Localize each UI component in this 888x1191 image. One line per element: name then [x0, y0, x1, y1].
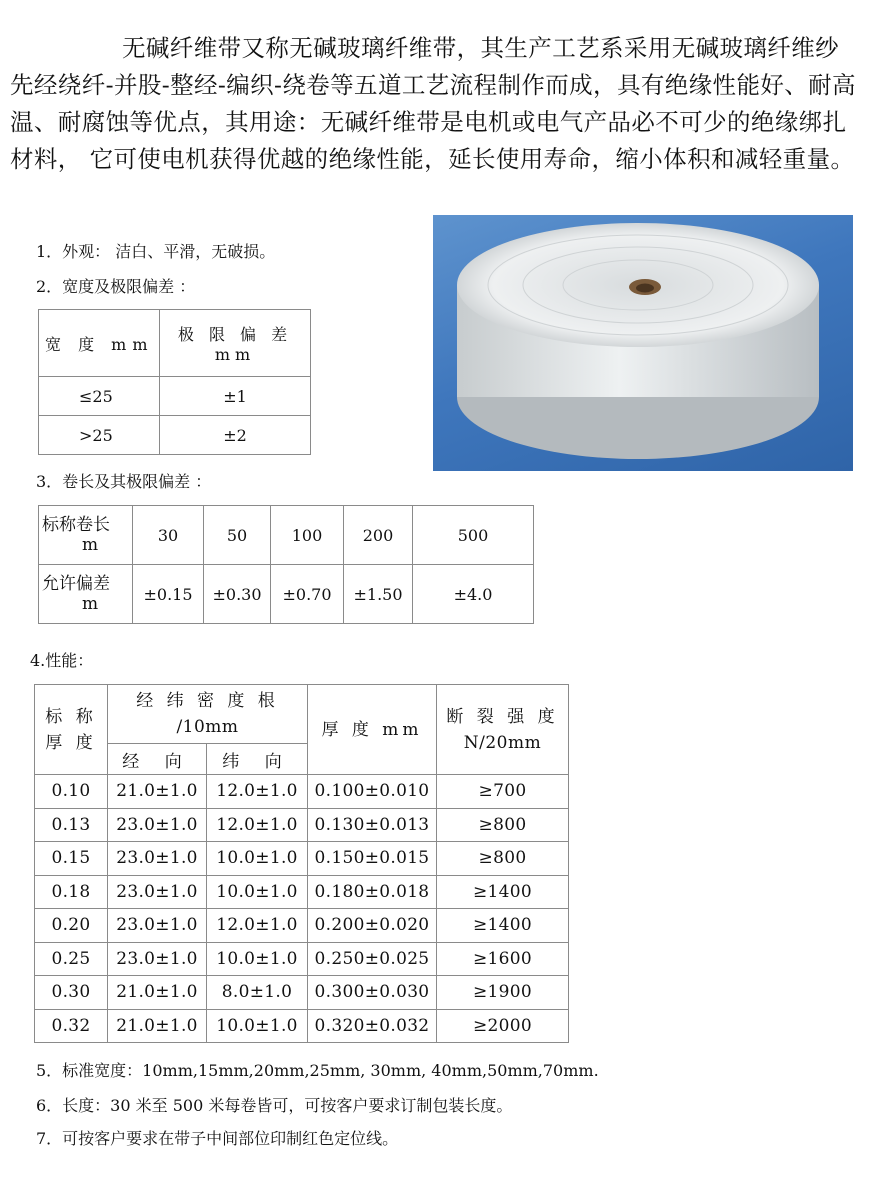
warp-density-cell: 23.0±1.0	[108, 842, 207, 876]
performance-row	[35, 942, 569, 976]
breaking-strength-cell: ≥700	[437, 775, 569, 809]
nominal-thickness-cell: 0.30	[35, 976, 108, 1010]
deviation-cell: ±0.15	[133, 565, 204, 624]
performance-table	[34, 684, 569, 1043]
warp-density-cell: 23.0±1.0	[108, 942, 207, 976]
nominal-thickness-cell: 0.10	[35, 775, 108, 809]
width-tolerance-title: 2．宽度及极限偏差 ：	[36, 277, 196, 296]
tape-roll-photo	[433, 215, 853, 471]
width-header: 宽 度 mm	[39, 310, 160, 377]
performance-row	[35, 808, 569, 842]
thickness-cell: 0.130±0.013	[308, 808, 437, 842]
performance-row	[35, 842, 569, 876]
performance-title: 4.性能：	[30, 651, 94, 670]
width-cell: >25	[39, 416, 160, 455]
weft-density-cell: 10.0±1.0	[207, 875, 308, 909]
roll-length-title: 3．卷长及其极限偏差 ：	[36, 472, 212, 491]
roll-length-table	[38, 505, 534, 624]
thickness-cell: 0.150±0.015	[308, 842, 437, 876]
appearance-line: 1．外观： 洁白、平滑，无破损。	[36, 242, 276, 261]
nominal-thickness-cell: 0.32	[35, 1009, 108, 1043]
allowed-deviation-label	[39, 565, 133, 624]
tolerance-cell: ±1	[160, 377, 311, 416]
length-cell: 100	[271, 506, 344, 565]
performance-row	[35, 875, 569, 909]
density-header-top: 经 纬 密 度 根	[136, 691, 279, 711]
warp-density-cell: 21.0±1.0	[108, 775, 207, 809]
nominal-thickness-header-top: 标 称	[45, 706, 97, 727]
nominal-thickness-header	[35, 685, 108, 775]
density-header-unit: /10mm	[176, 717, 239, 737]
performance-row	[35, 909, 569, 943]
nominal-length-label	[39, 506, 133, 565]
tolerance-header: 极 限 偏 差 mm	[160, 310, 311, 377]
warp-density-cell: 23.0±1.0	[108, 808, 207, 842]
width-cell: ≤25	[39, 377, 160, 416]
weft-density-cell: 10.0±1.0	[207, 942, 308, 976]
deviation-cell: ±0.70	[271, 565, 344, 624]
breaking-strength-cell: ≥1600	[437, 942, 569, 976]
length-cell: 30	[133, 506, 204, 565]
allowed-deviation-unit: m	[82, 594, 99, 614]
warp-header: 经 向	[108, 744, 207, 775]
length-cell: 500	[413, 506, 534, 565]
length-cell: 50	[204, 506, 271, 565]
tape-roll-illustration	[433, 215, 853, 471]
nominal-length-unit: m	[82, 535, 99, 555]
thickness-cell: 0.180±0.018	[308, 875, 437, 909]
breaking-strength-header	[437, 685, 569, 775]
deviation-cell: ±1.50	[344, 565, 413, 624]
deviation-cell: ±0.30	[204, 565, 271, 624]
intro-paragraph: 无碱纤维带又称无碱玻璃纤维带，其生产工艺系采用无碱玻璃纤维纱先经绕纤-并股-整经-编织-绕卷等五道工艺流程制作而成，具有绝缘性能好、耐高温、耐腐蚀等优点，其用途：无碱纤维带是电机或电气产品必不可少的绝缘绑扎材料， 它可使电机获得优越的绝缘性能，延长使用寿命，缩小体积和减轻重量。	[10, 34, 856, 173]
width-tolerance-table	[38, 309, 311, 455]
nominal-thickness-cell: 0.15	[35, 842, 108, 876]
density-header	[108, 685, 308, 744]
breaking-strength-header-top: 断 裂 强 度	[446, 706, 559, 727]
nominal-thickness-cell: 0.20	[35, 909, 108, 943]
thickness-cell: 0.250±0.025	[308, 942, 437, 976]
breaking-strength-cell: ≥800	[437, 808, 569, 842]
breaking-strength-cell: ≥800	[437, 842, 569, 876]
warp-density-cell: 23.0±1.0	[108, 909, 207, 943]
thickness-header: 厚 度 mm	[308, 685, 437, 775]
allowed-deviation-label-top: 允许偏差	[42, 574, 110, 594]
nominal-thickness-cell: 0.13	[35, 808, 108, 842]
performance-row	[35, 1009, 569, 1043]
thickness-cell: 0.200±0.020	[308, 909, 437, 943]
thickness-cell: 0.300±0.030	[308, 976, 437, 1010]
tolerance-cell: ±2	[160, 416, 311, 455]
deviation-cell: ±4.0	[413, 565, 534, 624]
warp-density-cell: 21.0±1.0	[108, 976, 207, 1010]
length-cell: 200	[344, 506, 413, 565]
weft-density-cell: 12.0±1.0	[207, 808, 308, 842]
performance-row	[35, 976, 569, 1010]
standard-width-line: 5．标准宽度：10mm,15mm,20mm,25mm, 30mm, 40mm,50mm,70mm.	[36, 1061, 599, 1080]
weft-density-cell: 12.0±1.0	[207, 909, 308, 943]
breaking-strength-cell: ≥1400	[437, 875, 569, 909]
breaking-strength-cell: ≥2000	[437, 1009, 569, 1043]
nominal-thickness-cell: 0.25	[35, 942, 108, 976]
weft-header: 纬 向	[207, 744, 308, 775]
warp-density-cell: 21.0±1.0	[108, 1009, 207, 1043]
nominal-thickness-cell: 0.18	[35, 875, 108, 909]
breaking-strength-cell: ≥1900	[437, 976, 569, 1010]
nominal-thickness-header-bottom: 厚 度	[45, 732, 97, 753]
nominal-length-label-top: 标称卷长	[42, 515, 110, 535]
breaking-strength-unit: N/20mm	[463, 732, 542, 753]
breaking-strength-cell: ≥1400	[437, 909, 569, 943]
weft-density-cell: 12.0±1.0	[207, 775, 308, 809]
print-line-note: 7．可按客户要求在带子中间部位印制红色定位线。	[36, 1129, 399, 1148]
weft-density-cell: 10.0±1.0	[207, 1009, 308, 1043]
weft-density-cell: 8.0±1.0	[207, 976, 308, 1010]
warp-density-cell: 23.0±1.0	[108, 875, 207, 909]
weft-density-cell: 10.0±1.0	[207, 842, 308, 876]
thickness-cell: 0.100±0.010	[308, 775, 437, 809]
performance-row	[35, 775, 569, 809]
length-line: 6．长度：30 米至 500 米每卷皆可，可按客户要求订制包装长度。	[36, 1096, 513, 1115]
thickness-cell: 0.320±0.032	[308, 1009, 437, 1043]
